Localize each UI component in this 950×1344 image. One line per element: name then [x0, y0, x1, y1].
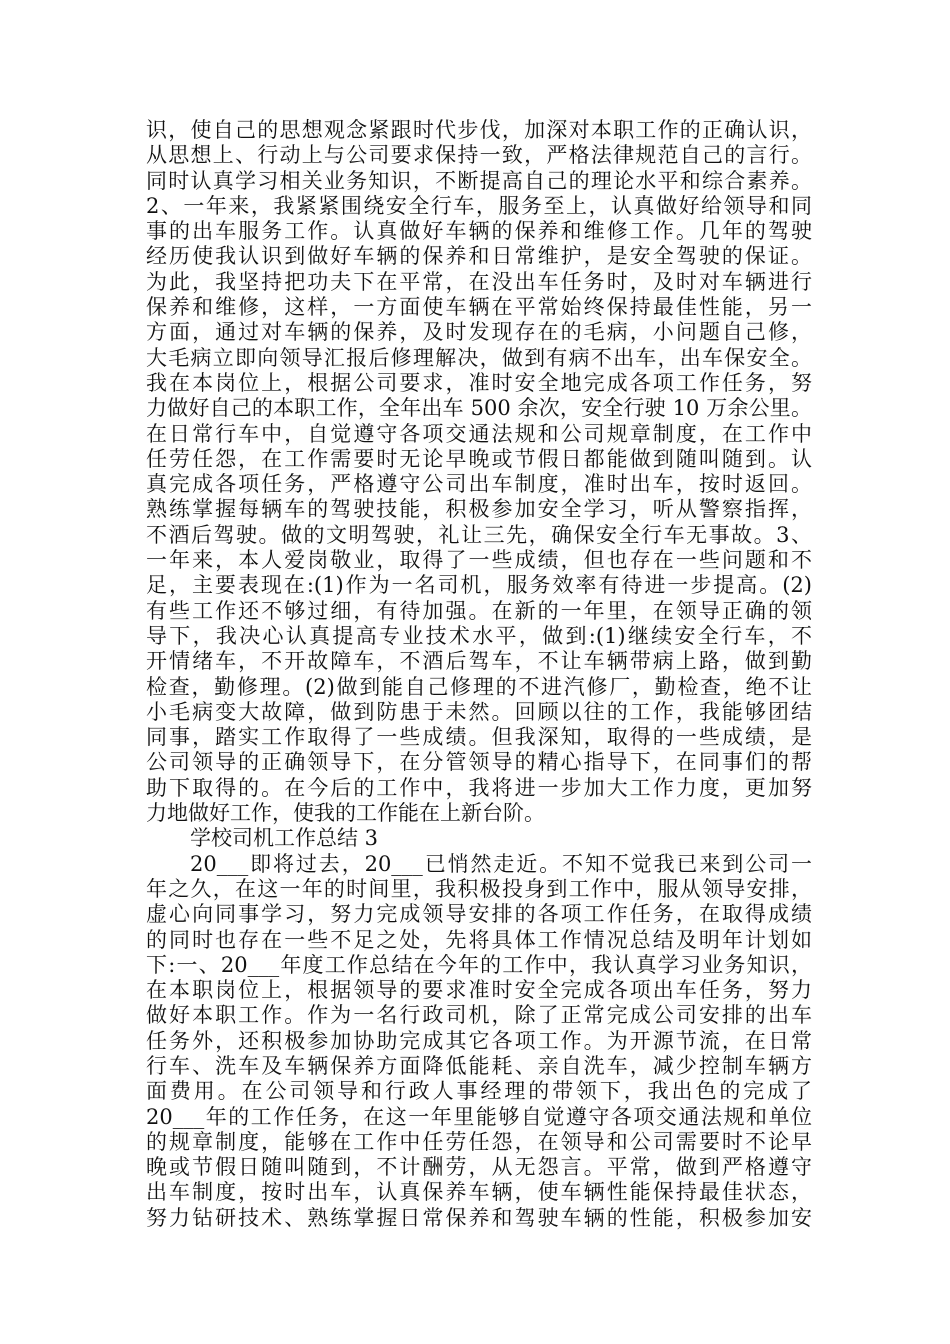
paragraph-line: 开情绪车，不开故障车，不酒后驾车，不让车辆带病上路，做到勤 [146, 649, 812, 674]
paragraph-line: 足，主要表现在:(1)作为一名司机，服务效率有待进一步提高。(2) [146, 573, 812, 598]
paragraph-line: 检查，勤修理。(2)做到能自己修理的不进汽修厂，勤检查，绝不让 [146, 674, 812, 699]
paragraph-line: 行车、洗车及车辆保养方面降低能耗、亲自洗车，减少控制车辆方 [146, 1053, 812, 1078]
paragraph-line: 20___年的工作任务，在这一年里能够自觉遵守各项交通法规和单位 [146, 1104, 812, 1129]
paragraph-line: 下:一、20___年度工作总结在今年的工作中，我认真学习业务知识， [146, 952, 812, 977]
paragraph-line: 导下，我决心认真提高专业技术水平，做到:(1)继续安全行车，不 [146, 623, 812, 648]
document-page [146, 118, 812, 1231]
paragraph-line: 晚或节假日随叫随到，不计酬劳，从无怨言。平常，做到严格遵守 [146, 1155, 812, 1180]
paragraph-line: 2、一年来，我紧紧围绕安全行车，服务至上，认真做好给领导和同 [146, 193, 812, 218]
paragraph-line: 真完成各项任务，严格遵守公司出车制度，准时出车，按时返回。 [146, 472, 812, 497]
paragraph-line: 同事，踏实工作取得了一些成绩。但我深知，取得的一些成绩，是 [146, 725, 812, 750]
section-3-heading: 学校司机工作总结 3 [190, 826, 379, 851]
paragraph-line: 的同时也存在一些不足之处，先将具体工作情况总结及明年计划如 [146, 927, 812, 952]
paragraph-line: 20___即将过去，20___已悄然走近。不知不觉我已来到公司一 [190, 851, 812, 876]
paragraph-line: 有些工作还不够过细，有待加强。在新的一年里，在领导正确的领 [146, 598, 812, 623]
paragraph-line: 任劳任怨，在工作需要时无论早晚或节假日都能做到随叫随到。认 [146, 446, 812, 471]
paragraph-line: 不酒后驾驶。做的文明驾驶，礼让三先，确保安全行车无事故。3、 [146, 522, 812, 547]
paragraph-line: 任务外，还积极参加协助完成其它各项工作。为开源节流，在日常 [146, 1028, 812, 1053]
paragraph-line: 事的出车服务工作。认真做好车辆的保养和维修工作。几年的驾驶 [146, 219, 812, 244]
paragraph-line: 为此，我坚持把功夫下在平常，在没出车任务时，及时对车辆进行 [146, 269, 812, 294]
paragraph-line: 同时认真学习相关业务知识，不断提高自己的理论水平和综合素养。 [146, 168, 812, 193]
paragraph-line: 助下取得的。在今后的工作中，我将进一步加大工作力度，更加努 [146, 775, 812, 800]
paragraph-line: 虚心向同事学习，努力完成领导安排的各项工作任务，在取得成绩 [146, 902, 812, 927]
paragraph-line: 做好本职工作。作为一名行政司机，除了正常完成公司安排的出车 [146, 1003, 812, 1028]
paragraph-line: 从思想上、行动上与公司要求保持一致，严格法律规范自己的言行。 [146, 143, 812, 168]
paragraph-line: 努力钻研技术、熟练掌握日常保养和驾驶车辆的性能，积极参加安 [146, 1205, 812, 1230]
paragraph-line: 保养和维修，这样，一方面使车辆在平常始终保持最佳性能，另一 [146, 295, 812, 320]
paragraph-line: 出车制度，按时出车，认真保养车辆，使车辆性能保持最佳状态， [146, 1180, 812, 1205]
paragraph-line: 我在本岗位上，根据公司要求，准时安全地完成各项工作任务，努 [146, 370, 812, 395]
paragraph-line: 在日常行车中，自觉遵守各项交通法规和公司规章制度，在工作中 [146, 421, 812, 446]
paragraph-line: 在本职岗位上，根据领导的要求准时安全完成各项出车任务，努力 [146, 978, 812, 1003]
paragraph-line: 大毛病立即向领导汇报后修理解决，做到有病不出车，出车保安全。 [146, 345, 812, 370]
paragraph-line: 力做好自己的本职工作，全年出车 500 余次，安全行驶 10 万余公里。 [146, 396, 812, 421]
paragraph-line: 一年来，本人爱岗敬业，取得了一些成绩，但也存在一些问题和不 [146, 548, 812, 573]
paragraph-line: 识，使自己的思想观念紧跟时代步伐，加深对本职工作的正确认识， [146, 118, 812, 142]
paragraph-line: 力地做好工作，使我的工作能在上新台阶。 [146, 801, 545, 826]
paragraph-line: 的规章制度，能够在工作中任劳任怨，在领导和公司需要时不论早 [146, 1129, 812, 1154]
paragraph-line: 经历使我认识到做好车辆的保养和日常维护，是安全驾驶的保证。 [146, 244, 812, 269]
paragraph-line: 熟练掌握每辆车的驾驶技能，积极参加安全学习，听从警察指挥， [146, 497, 812, 522]
paragraph-line: 小毛病变大故障，做到防患于未然。回顾以往的工作，我能够团结 [146, 699, 812, 724]
paragraph-line: 方面，通过对车辆的保养，及时发现存在的毛病，小问题自己修， [146, 320, 812, 345]
section-3-body [146, 852, 812, 1231]
paragraph-line: 公司领导的正确领导下，在分管领导的精心指导下，在同事们的帮 [146, 750, 812, 775]
section-2-body [146, 118, 812, 826]
paragraph-line: 年之久，在这一年的时间里，我积极投身到工作中，服从领导安排， [146, 876, 812, 901]
paragraph-line: 面费用。在公司领导和行政人事经理的带领下，我出色的完成了 [146, 1079, 812, 1104]
